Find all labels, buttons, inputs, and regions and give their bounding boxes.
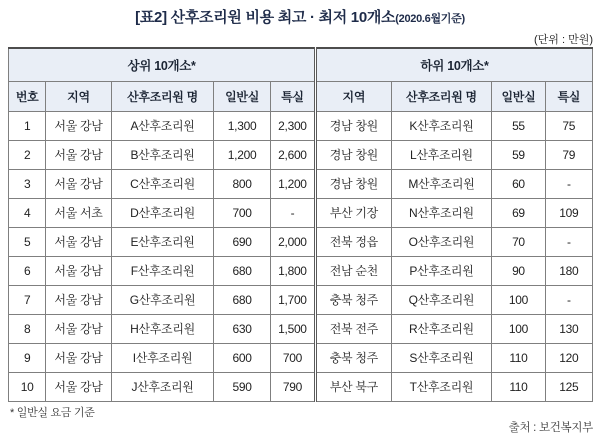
cell-bottom-region: 충북 청주 bbox=[316, 285, 392, 314]
top-group-header: 상위 10개소* bbox=[9, 48, 316, 81]
cell-bottom-general: 90 bbox=[492, 256, 545, 285]
cell-bottom-region: 전남 순천 bbox=[316, 256, 392, 285]
cell-top-name: D산후조리원 bbox=[111, 198, 214, 227]
cell-bottom-special: 120 bbox=[545, 343, 592, 372]
cell-top-special: - bbox=[270, 198, 315, 227]
cell-bottom-name: Q산후조리원 bbox=[391, 285, 492, 314]
cell-top-general: 1,300 bbox=[214, 111, 270, 140]
cell-bottom-region: 경남 창원 bbox=[316, 111, 392, 140]
cell-top-name: I산후조리원 bbox=[111, 343, 214, 372]
cell-top-name: F산후조리원 bbox=[111, 256, 214, 285]
cell-bottom-general: 59 bbox=[492, 140, 545, 169]
source-note: 출처 : 보건복지부 bbox=[508, 422, 593, 434]
cell-bottom-special: 125 bbox=[545, 372, 592, 401]
cell-top-region: 서울 강남 bbox=[46, 227, 111, 256]
cell-bottom-general: 69 bbox=[492, 198, 545, 227]
cell-top-special: 2,600 bbox=[270, 140, 315, 169]
cell-no: 8 bbox=[9, 314, 46, 343]
cell-bottom-general: 110 bbox=[492, 372, 545, 401]
cell-top-general: 680 bbox=[214, 285, 270, 314]
page-title bbox=[0, 6, 600, 27]
cell-top-special: 2,300 bbox=[270, 111, 315, 140]
cell-top-name: C산후조리원 bbox=[111, 169, 214, 198]
cell-bottom-region: 부산 기장 bbox=[316, 198, 392, 227]
cell-top-general: 690 bbox=[214, 227, 270, 256]
cell-top-special: 790 bbox=[270, 372, 315, 401]
cell-top-region: 서울 강남 bbox=[46, 314, 111, 343]
cell-bottom-general: 110 bbox=[492, 343, 545, 372]
cell-bottom-general: 100 bbox=[492, 314, 545, 343]
cell-top-general: 1,200 bbox=[214, 140, 270, 169]
column-header-row bbox=[9, 81, 593, 111]
col-header-region-top: 지역 bbox=[46, 81, 111, 111]
cell-bottom-special: 109 bbox=[545, 198, 592, 227]
cell-top-name: B산후조리원 bbox=[111, 140, 214, 169]
col-header-no: 번호 bbox=[9, 81, 46, 111]
cell-bottom-special: 180 bbox=[545, 256, 592, 285]
cell-top-special: 2,000 bbox=[270, 227, 315, 256]
cell-top-special: 1,200 bbox=[270, 169, 315, 198]
cell-bottom-region: 충북 청주 bbox=[316, 343, 392, 372]
table-row bbox=[9, 111, 593, 140]
cell-top-name: J산후조리원 bbox=[111, 372, 214, 401]
cell-bottom-special: 130 bbox=[545, 314, 592, 343]
cell-no: 5 bbox=[9, 227, 46, 256]
group-header-row bbox=[9, 48, 593, 81]
cell-top-region: 서울 강남 bbox=[46, 372, 111, 401]
cell-bottom-name: M산후조리원 bbox=[391, 169, 492, 198]
col-header-name-top: 산후조리원 명 bbox=[111, 81, 214, 111]
cell-top-general: 700 bbox=[214, 198, 270, 227]
table-row bbox=[9, 140, 593, 169]
cell-top-general: 800 bbox=[214, 169, 270, 198]
cell-top-region: 서울 강남 bbox=[46, 111, 111, 140]
cell-top-region: 서울 강남 bbox=[46, 343, 111, 372]
cell-bottom-general: 55 bbox=[492, 111, 545, 140]
cell-bottom-name: K산후조리원 bbox=[391, 111, 492, 140]
cell-bottom-special: 75 bbox=[545, 111, 592, 140]
cell-top-region: 서울 강남 bbox=[46, 169, 111, 198]
cell-bottom-region: 전북 정읍 bbox=[316, 227, 392, 256]
cell-bottom-region: 전북 전주 bbox=[316, 314, 392, 343]
cell-no: 10 bbox=[9, 372, 46, 401]
table-row bbox=[9, 227, 593, 256]
cell-bottom-name: T산후조리원 bbox=[391, 372, 492, 401]
col-header-region-bottom: 지역 bbox=[316, 81, 392, 111]
cell-no: 2 bbox=[9, 140, 46, 169]
table-row bbox=[9, 285, 593, 314]
cell-bottom-region: 경남 창원 bbox=[316, 140, 392, 169]
cell-top-name: H산후조리원 bbox=[111, 314, 214, 343]
table-title-date-suffix: (2020.6월기준) bbox=[395, 13, 465, 25]
cell-no: 3 bbox=[9, 169, 46, 198]
col-header-special-top: 특실 bbox=[270, 81, 315, 111]
cell-bottom-name: N산후조리원 bbox=[391, 198, 492, 227]
cell-top-general: 680 bbox=[214, 256, 270, 285]
footnote: * 일반실 요금 기준 bbox=[10, 407, 95, 419]
table-row bbox=[9, 314, 593, 343]
cell-top-name: G산후조리원 bbox=[111, 285, 214, 314]
cell-top-name: A산후조리원 bbox=[111, 111, 214, 140]
cell-bottom-special: 79 bbox=[545, 140, 592, 169]
cell-no: 4 bbox=[9, 198, 46, 227]
table-row bbox=[9, 372, 593, 401]
cell-top-region: 서울 강남 bbox=[46, 140, 111, 169]
cell-top-region: 서울 강남 bbox=[46, 256, 111, 285]
table-row bbox=[9, 256, 593, 285]
cell-bottom-name: P산후조리원 bbox=[391, 256, 492, 285]
cell-top-region: 서울 강남 bbox=[46, 285, 111, 314]
cell-top-region: 서울 서초 bbox=[46, 198, 111, 227]
col-header-name-bottom: 산후조리원 명 bbox=[391, 81, 492, 111]
cell-top-special: 1,700 bbox=[270, 285, 315, 314]
cell-bottom-name: O산후조리원 bbox=[391, 227, 492, 256]
cell-bottom-special: - bbox=[545, 285, 592, 314]
cell-top-name: E산후조리원 bbox=[111, 227, 214, 256]
cell-bottom-region: 부산 북구 bbox=[316, 372, 392, 401]
cell-bottom-name: L산후조리원 bbox=[391, 140, 492, 169]
cell-bottom-general: 100 bbox=[492, 285, 545, 314]
cell-bottom-general: 70 bbox=[492, 227, 545, 256]
cell-top-general: 630 bbox=[214, 314, 270, 343]
table-row bbox=[9, 343, 593, 372]
bottom-group-header: 하위 10개소* bbox=[316, 48, 593, 81]
cell-no: 1 bbox=[9, 111, 46, 140]
table-row bbox=[9, 169, 593, 198]
cell-no: 9 bbox=[9, 343, 46, 372]
cell-top-special: 1,800 bbox=[270, 256, 315, 285]
cell-bottom-general: 60 bbox=[492, 169, 545, 198]
cell-top-general: 600 bbox=[214, 343, 270, 372]
cell-bottom-region: 경남 창원 bbox=[316, 169, 392, 198]
cell-top-general: 590 bbox=[214, 372, 270, 401]
table-row bbox=[9, 198, 593, 227]
col-header-special-bottom: 특실 bbox=[545, 81, 592, 111]
cell-bottom-name: S산후조리원 bbox=[391, 343, 492, 372]
cell-no: 6 bbox=[9, 256, 46, 285]
unit-note: (단위 : 만원) bbox=[534, 34, 593, 46]
cell-top-special: 1,500 bbox=[270, 314, 315, 343]
col-header-general-bottom: 일반실 bbox=[492, 81, 545, 111]
cost-table bbox=[8, 47, 593, 402]
cell-bottom-name: R산후조리원 bbox=[391, 314, 492, 343]
cell-top-special: 700 bbox=[270, 343, 315, 372]
cell-no: 7 bbox=[9, 285, 46, 314]
table-title: [표2] 산후조리원 비용 최고 · 최저 10개소 bbox=[135, 9, 396, 26]
col-header-general-top: 일반실 bbox=[214, 81, 270, 111]
cell-bottom-special: - bbox=[545, 227, 592, 256]
cell-bottom-special: - bbox=[545, 169, 592, 198]
